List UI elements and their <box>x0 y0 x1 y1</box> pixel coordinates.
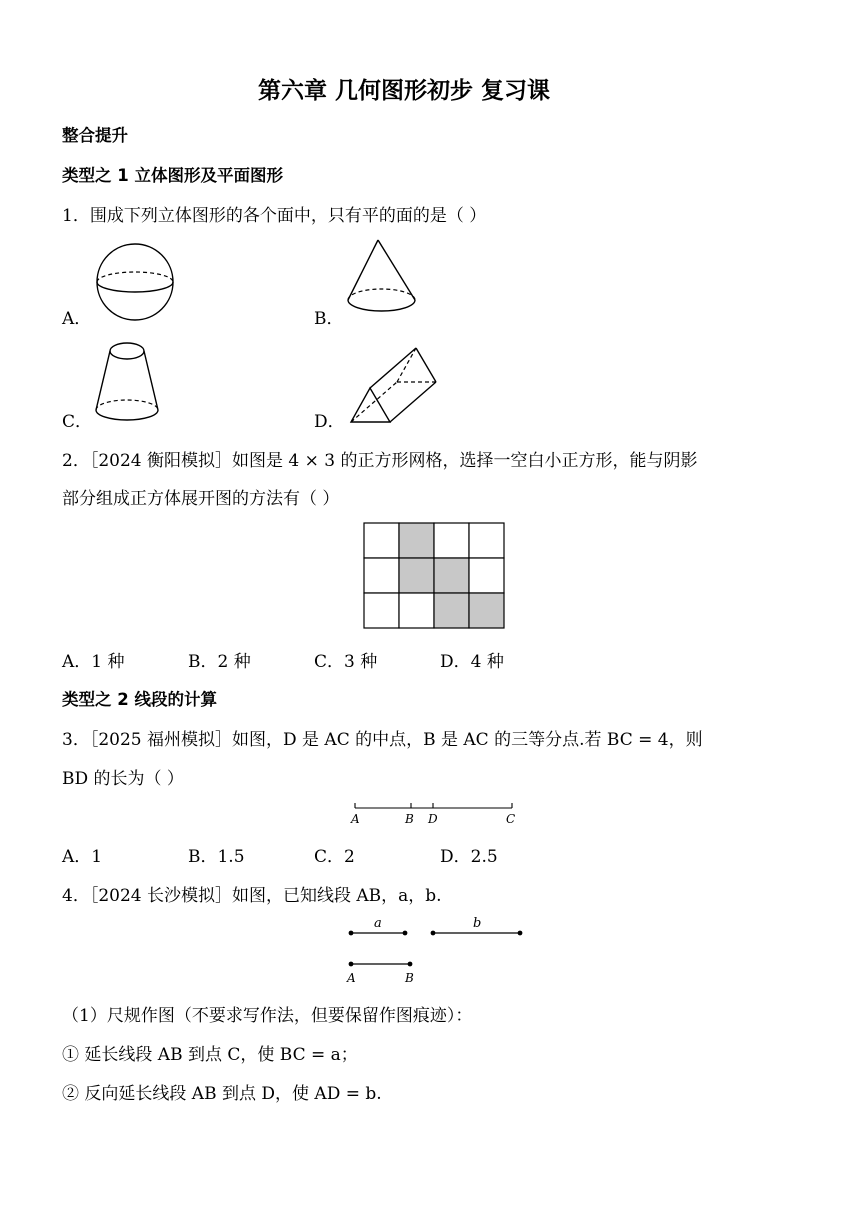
segment-figure-abdc <box>350 800 520 828</box>
grid-cell-empty <box>364 558 399 593</box>
section-type2: 类型之 2 线段的计算 <box>62 690 217 709</box>
frustum-figure <box>94 340 162 424</box>
grid-cell-empty <box>434 523 469 558</box>
grid-cell-shaded <box>434 558 469 593</box>
point-label-b: B <box>405 812 414 826</box>
q1-option-a-label: A． <box>62 309 92 329</box>
q1-option-d-label: D． <box>314 412 345 432</box>
sphere-figure <box>95 243 177 323</box>
point-label-c: C <box>506 812 516 826</box>
segment-label-b: b <box>473 916 482 931</box>
q3-option-d: D．2.5 <box>440 847 498 867</box>
q3-option-b: B．1.5 <box>188 847 245 867</box>
section-type1: 类型之 1 立体图形及平面图形 <box>62 166 283 185</box>
q2-option-c: C．3 种 <box>314 652 378 672</box>
q3-stem-line1: 3．［2025 福州模拟］如图，D 是 AC 的中点，B 是 AC 的三等分点.若 BC = 4，则 <box>62 730 703 750</box>
q4-step2: ② 反向延长线段 AB 到点 D，使 AD = b. <box>62 1084 382 1104</box>
q2-option-d: D．4 种 <box>440 652 504 672</box>
section-integrate: 整合提升 <box>62 126 128 145</box>
q1-stem: 1．围成下列立体图形的各个面中，只有平的面的是（ ） <box>62 206 487 226</box>
grid-cell-shaded <box>434 593 469 628</box>
grid-cell-empty <box>399 593 434 628</box>
grid-cell-shaded <box>399 558 434 593</box>
grid-cell-shaded <box>469 593 504 628</box>
q1-option-b-label: B． <box>314 309 344 329</box>
point-label-b2: B <box>405 971 414 985</box>
q2-option-b: B．2 种 <box>188 652 251 672</box>
grid-cell-shaded <box>399 523 434 558</box>
segments-a-b-ab-figure <box>345 914 530 986</box>
grid-cell-empty <box>364 593 399 628</box>
point-label-a2: A <box>347 971 356 985</box>
point-label-a: A <box>351 812 360 826</box>
q4-step1: ① 延长线段 AB 到点 C，使 BC = a； <box>62 1045 358 1065</box>
segment-label-a: a <box>374 916 382 931</box>
q3-stem-line2: BD 的长为（ ） <box>62 769 184 789</box>
grid-cell-empty <box>469 558 504 593</box>
cone-figure <box>345 238 420 318</box>
grid-cell-empty <box>469 523 504 558</box>
q2-stem-line1: 2．［2024 衡阳模拟］如图是 4 × 3 的正方形网格，选择一空白小正方形，能与阴影 <box>62 451 698 471</box>
q4-sub1: （1）尺规作图（不要求写作法，但要保留作图痕迹）： <box>62 1006 473 1026</box>
square-grid-figure <box>363 522 505 629</box>
page-title: 第六章 几何图形初步 复习课 <box>258 78 551 104</box>
q4-stem: 4．［2024 长沙模拟］如图，已知线段 AB，a，b. <box>62 886 442 906</box>
q3-option-a: A．1 <box>62 847 103 867</box>
q2-option-a: A．1 种 <box>62 652 125 672</box>
point-label-d: D <box>428 812 438 826</box>
q1-option-c-label: C． <box>62 412 93 432</box>
triangular-prism-figure <box>348 344 440 426</box>
q3-option-c: C．2 <box>314 847 355 867</box>
grid-cell-empty <box>364 523 399 558</box>
q2-stem-line2: 部分组成正方体展开图的方法有（ ） <box>62 489 340 509</box>
